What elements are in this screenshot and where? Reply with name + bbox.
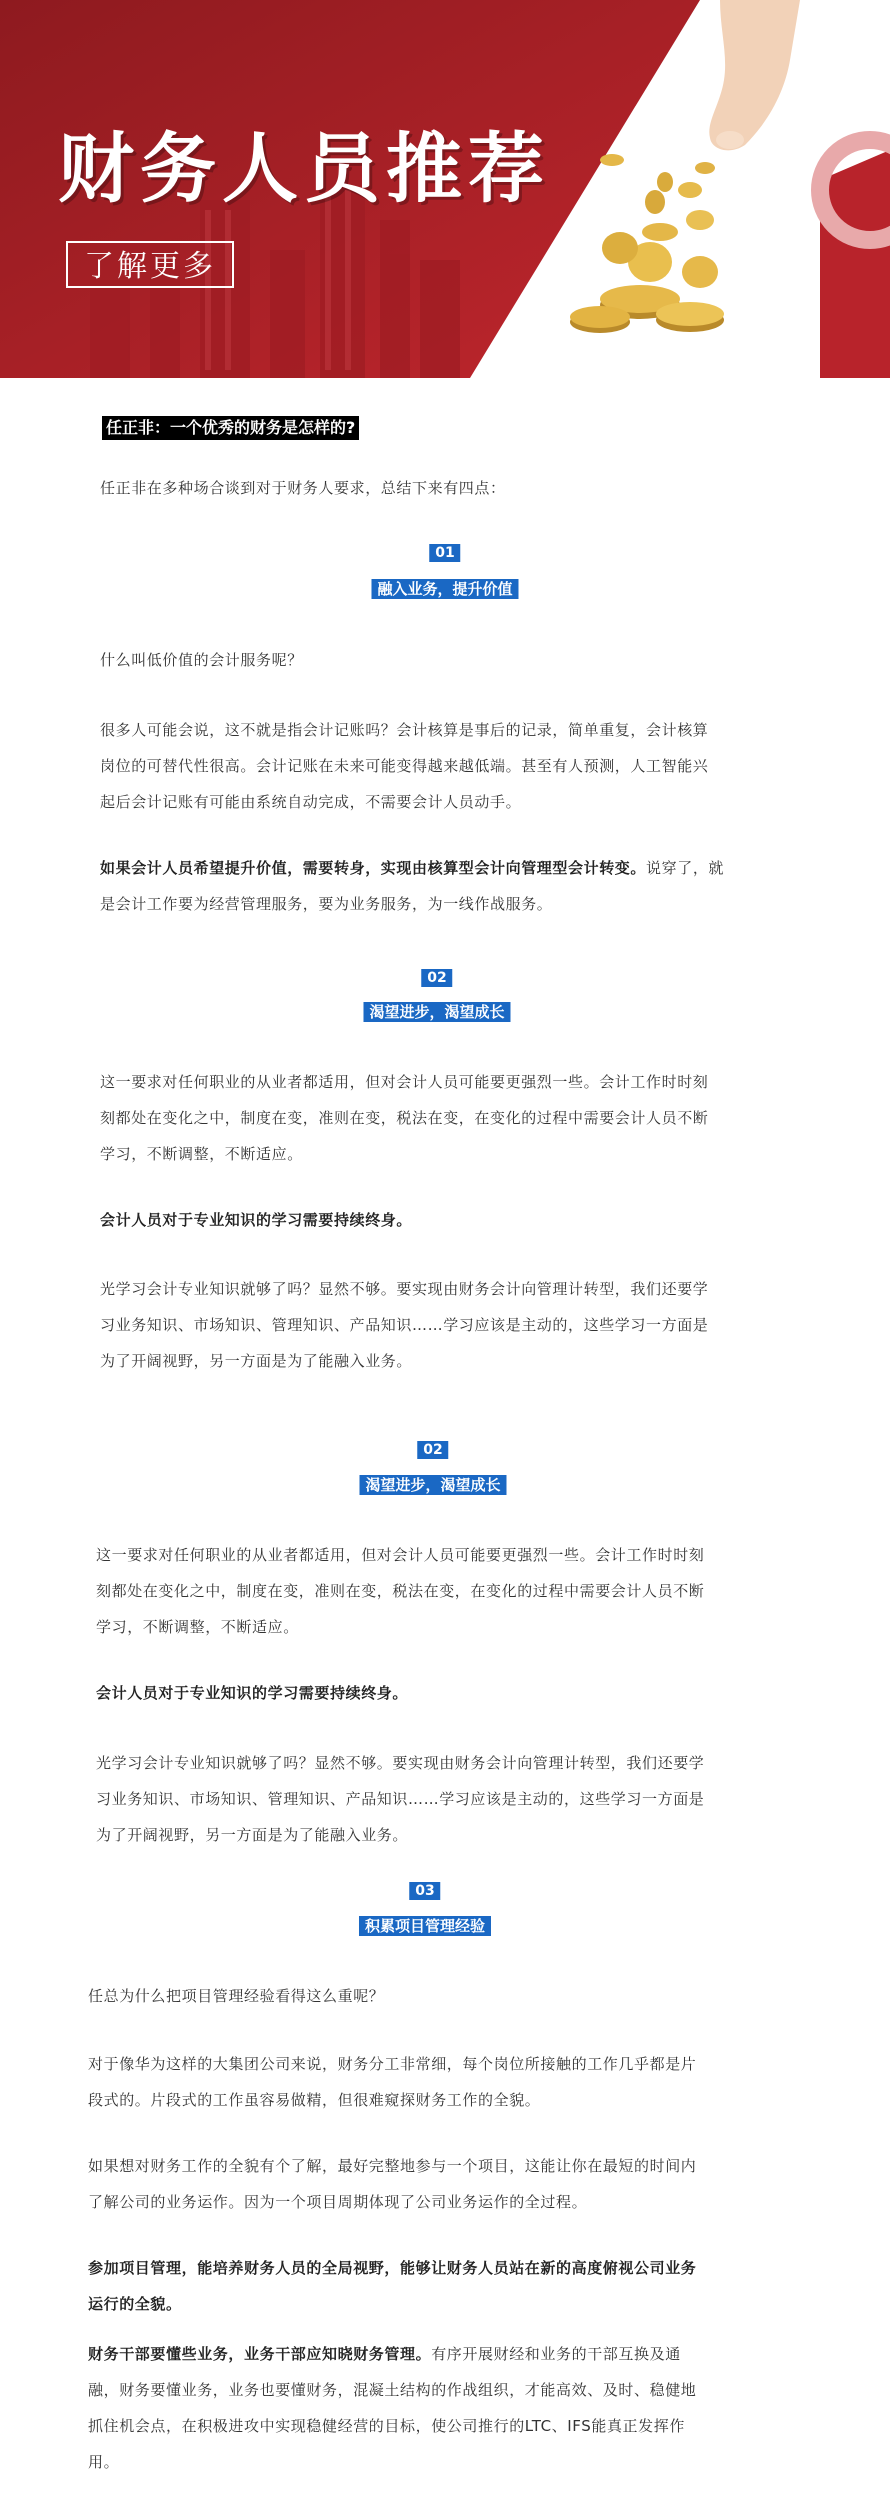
section2-paragraph: 这一要求对任何职业的从业者都适用，但对会计人员可能要更强烈一些。会计工作时时刻 刻都处在变化之中，制度在变，准则在变，税法在变，在变化的过程中需要会计人员不断 学习，不断调整，不断适应。 (100, 1073, 709, 1163)
section1-question: 什么叫低价值的会计服务呢？ (100, 651, 303, 669)
section2-paragraph-2: 光学习会计专业知识就够了吗？显然不够。要实现由财务会计向管理计转型，我们还要学 习业务知识、市场知识、管理知识、产品知识……学习应该是主动的，这些学习一方面是 为了开阔视野，另一方面是为了能融入业务。 (100, 1280, 709, 1370)
section2b-paragraph: 这一要求对任何职业的从业者都适用，但对会计人员可能要更强烈一些。会计工作时时刻 刻都处在变化之中，制度在变，准则在变，税法在变，在变化的过程中需要会计人员不断 学习，不断调整，不断适应。 (96, 1546, 705, 1636)
section-number-01: 01 (429, 544, 460, 562)
section-number-02b: 02 (417, 1441, 448, 1459)
section-number-03: 03 (409, 1882, 440, 1900)
section2-emphasis: 会计人员对于专业知识的学习需要持续终身。 (100, 1211, 413, 1229)
section-title-2b: 渴望进步，渴望成长 (359, 1475, 506, 1495)
hero-banner (0, 0, 890, 378)
section1-emphasis: 如果会计人员希望提升价值，需要转身，实现由核算型会计向管理型会计转变。说穿了，就 是会计工作要为经营管理服务，要为业务服务，为一线作战服务。 (100, 859, 725, 913)
section-number-02: 02 (421, 969, 452, 987)
section2b-paragraph-2: 光学习会计专业知识就够了吗？显然不够。要实现由财务会计向管理计转型，我们还要学 习业务知识、市场知识、管理知识、产品知识……学习应该是主动的，这些学习一方面是 为了开阔视野，另一方面是为了能融入业务。 (96, 1754, 705, 1844)
intro-lead: 任正非在多种场合谈到对于财务人要求，总结下来有四点： (100, 479, 506, 497)
section3-paragraph-3: 财务干部要懂些业务，业务干部应知晓财务管理。有序开展财经和业务的干部互换及通 融，财务要懂业务，业务也要懂财务，混凝土结构的作战组织，才能高效、及时、稳健地 抓住机会点，在积极进攻中实现稳健经营的目标，使公司推行的LTC、IFS能真正发挥作 用。 (88, 2345, 697, 2471)
section3-question: 任总为什么把项目管理经验看得这么重呢？ (88, 1987, 385, 2005)
section3-paragraph-2: 如果想对财务工作的全貌有个了解，最好完整地参与一个项目，这能让你在最短的时间内 了解公司的业务运作。因为一个项目周期体现了公司业务运作的全过程。 (88, 2157, 697, 2211)
section2b-emphasis: 会计人员对于专业知识的学习需要持续终身。 (96, 1684, 409, 1702)
banner-title: 财务人员推荐 (58, 124, 550, 213)
section1-paragraph: 很多人可能会说，这不就是指会计记账吗？会计核算是事后的记录，简单重复，会计核算 岗位的可替代性很高。会计记账在未来可能变得越来越低端。甚至有人预测，人工智能兴 起后会计记账有可能由系统自动完成，不需要会计人员动手。 (100, 721, 709, 811)
section-title-1: 融入业务，提升价值 (371, 579, 518, 599)
section-title-2: 渴望进步，渴望成长 (363, 1002, 510, 1022)
section-title-3: 积累项目管理经验 (359, 1916, 491, 1936)
section3-paragraph: 对于像华为这样的大集团公司来说，财务分工非常细，每个岗位所接触的工作几乎都是片 段式的。片段式的工作虽容易做精，但很难窥探财务工作的全貌。 (88, 2055, 697, 2109)
intro-heading: 任正非：一个优秀的财务是怎样的? (102, 416, 359, 440)
learn-more-button[interactable]: 了解更多 (66, 241, 234, 288)
section3-emphasis: 参加项目管理，能培养财务人员的全局视野，能够让财务人员站在新的高度俯视公司业务 运行的全貌。 (88, 2259, 697, 2313)
